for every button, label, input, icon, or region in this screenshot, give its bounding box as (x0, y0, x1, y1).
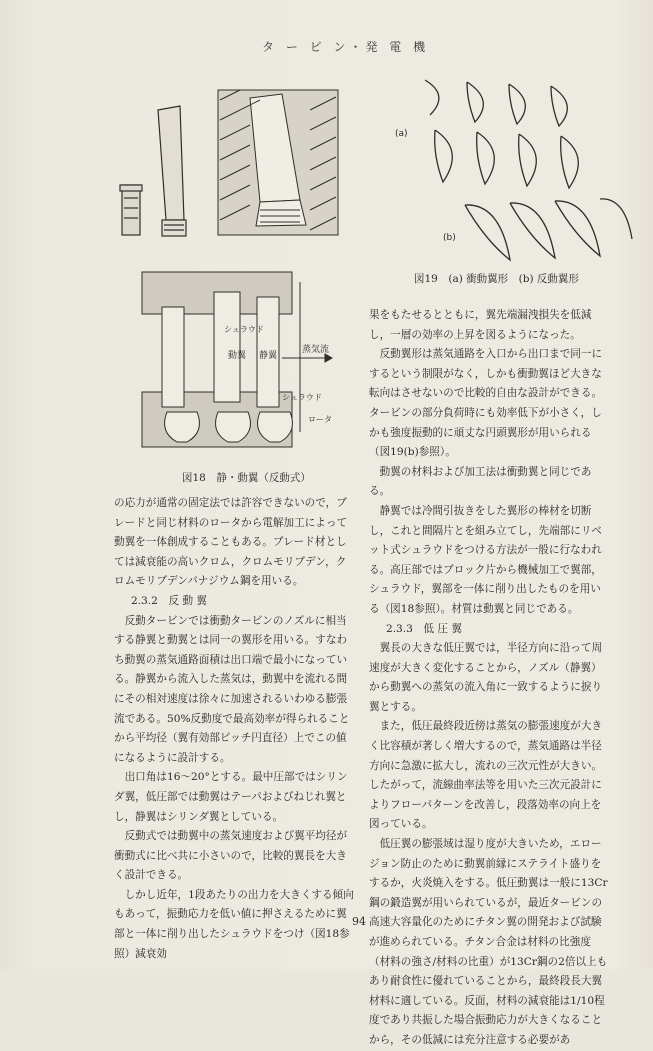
running-header: タ ー ビ ン・発 電 機 (262, 40, 430, 54)
label-shroud-bottom: シュラウド (282, 393, 322, 402)
label-shroud-top: シュラウド (224, 325, 264, 334)
impulse-blade-profiles (425, 80, 578, 188)
section-heading-2-3-3: 2.3.3 低 圧 翼 (385, 622, 463, 635)
right-paragraph-7: 低圧翼の膨張域は湿り度が大きいため，エロージョン防止のために動翼前縁にステライト盛りをするか，火炎焼入をする。低圧動翼は一般に13Cr鋼の鍛造翼が用いられているが，最近タービンの高速大容量化のためにチタン翼の開発および試験が進められている。チタン合金は材料の比強度（材料の強さ/材料の比重）が13Cr鋼の2倍以上もあり耐食性に優れていることから，最終段長大翼材料に適している。反面，材料の減衰能は1/10程度であり共振した場合振動応力が大きくなることから，その低減には充分注意する必要があ (369, 838, 608, 1046)
page-number: 94 (352, 915, 366, 928)
right-paragraph-6: また，低圧最終段近傍は蒸気の膨張速度が大きく比容積が著しく増大するので，蒸気通路は半径方向に急激に拡大し，流れの三次元性が大きい。したがって，流線曲率法等を用いた三次元設計によりフローパターンを改善し，段落効率の向上を図っている。 (369, 720, 603, 831)
left-paragraph-1: の応力が通常の固定法では許容できないので，ブレードと同じ材料のロータから電解加工によって動翼を一体創成することもある。ブレード材としては減衰能の高いクロム，クロムモリブデン，クロムモリブデンバナジウム鋼を用いる。 (114, 497, 348, 588)
right-text-column (369, 306, 609, 1051)
section-heading-2-3-2: 2.3.2 反 動 翼 (130, 594, 208, 607)
left-text-column (114, 494, 354, 964)
figure-19-diagram (395, 70, 640, 270)
right-paragraph-1: 果をもたせるとともに，翼先端漏洩損失を低減し，一層の効率の上昇を図るようになった。 (369, 309, 592, 341)
label-19a: (a) (395, 129, 408, 139)
moving-blade-left (162, 307, 184, 407)
label-rotor: ロータ (308, 415, 332, 424)
label-19b: (b) (443, 233, 456, 243)
figure-19-caption: 図19 (a) 衝動翼形 (b) 反動翼形 (414, 273, 579, 285)
figure-18-caption: 図18 静・動翼（反動式） (182, 472, 311, 484)
label-moving-blade: 動翼 (228, 351, 247, 361)
blade-root-photo (120, 185, 142, 235)
left-paragraph-2: 反動タービンでは衝動タービンのノズルに相当する静翼と動翼とは同一の翼形を用いる。すなわち動翼の蒸気通路面積は出口端で最小になっている。静翼から流入した蒸気は，動翼中を流れる間にその相対速度は徐々に加速されるいわゆる膨張流である。50%反動度で最高効率が得られることから平均径（翼有効部ピッチ円直径）上でこの値になるように設計する。 (114, 614, 350, 764)
tall-blade-photo (158, 106, 186, 236)
left-paragraph-5: しかし近年，1段あたりの出力を大きくする傾向もあって，振動応力を低い値に押さえるために翼部と一体に削り出したシュラウドをつけ（図18参照）減衰効 (114, 888, 354, 960)
reaction-blade-profiles (465, 199, 632, 260)
right-paragraph-2: 反動翼形は蒸気通路を入口から出口まで同一にするという制限がなく，しかも衝動翼ほど大きな転向はさせないので比較的自由な設計ができる。タービンの部分負荷時にも効率低下が小さく，しかも強度振動的に頑丈な円頭翼形が用いられる（図19(b)参照）。 (369, 348, 603, 459)
label-steam-flow: 蒸気流 (302, 345, 330, 355)
blade-in-disk-section (218, 90, 338, 235)
right-paragraph-5: 翼長の大きな低圧翼では，半径方向に沿って周速度が大きく変化することから，ノズル（静翼）から動翼への蒸気の流入角に一致するように捩り翼とする。 (369, 642, 603, 713)
right-paragraph-3: 動翼の材料および加工法は衝動翼と同じである。 (369, 465, 592, 498)
moving-blade-center (214, 292, 240, 402)
right-paragraph-4: 静翼では冷間引抜きをした翼形の棒材を切断し，これと間隔片とを組み立てし，先端部にリベット式シュラウドをつける方法が一般に行なわれる。高圧部ではブロック片から機械加工で翼部，シュラウド，翼部を一体に削り出したものを用いる（図18参照）。材質は動翼と同じである。 (369, 504, 602, 615)
left-paragraph-4: 反動式では動翼中の蒸気速度および翼平均径が衝動式に比べ共に小さいので，比較的翼長を大きく設計できる。 (114, 830, 348, 882)
figure-18-diagram (142, 272, 342, 467)
label-stationary-blade: 静翼 (259, 351, 278, 361)
left-paragraph-3: 出口角は16～20°とする。最中圧部ではシリンダ翼，低圧部では動翼はテーパおよびねじれ翼とし，静翼はシリンダ翼としている。 (114, 771, 348, 823)
